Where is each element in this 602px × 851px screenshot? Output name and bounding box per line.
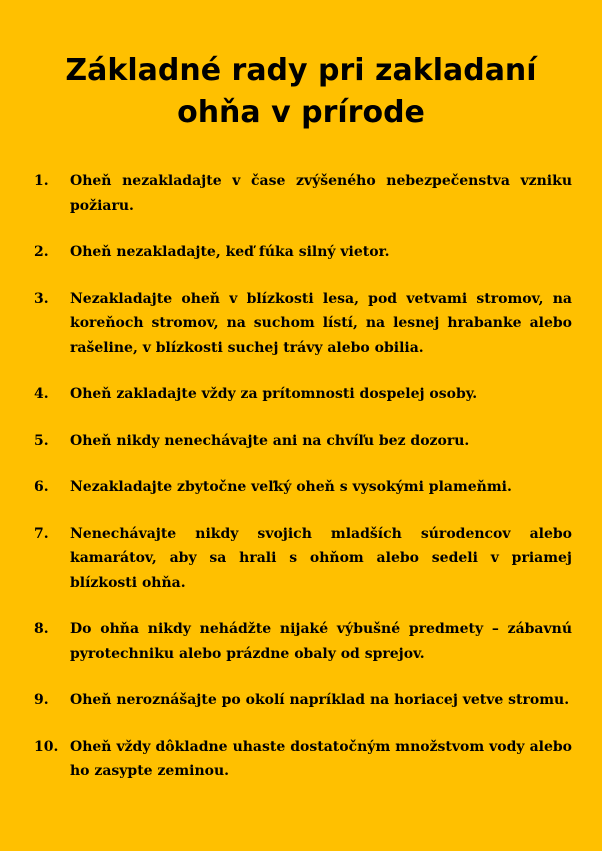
list-item [34, 169, 572, 218]
list-item-number: 6. [34, 479, 49, 495]
list-item [34, 522, 572, 596]
list-item-text: Oheň nezakladajte, keď fúka silný vietor. [70, 244, 390, 260]
list-item-number: 7. [34, 525, 49, 542]
list-item-number: 3. [34, 290, 49, 307]
list-item-text: Nezakladajte zbytočne veľký oheň s vysokými plameňmi. [70, 479, 512, 495]
list-item-text: Oheň nezakladajte v čase zvýšeného nebezpečenstva vzniku požiaru. [70, 173, 572, 214]
list-item [34, 688, 572, 713]
list-item [34, 475, 572, 500]
list-item [34, 240, 572, 265]
list-item [34, 287, 572, 361]
list-item [34, 735, 572, 784]
advice-list [34, 169, 572, 806]
list-item-text: Oheň neroznášajte po okolí napríklad na horiacej vetve stromu. [70, 692, 570, 708]
list-item-number: 4. [34, 386, 49, 402]
title-line-2: ohňa v prírode [177, 95, 425, 130]
list-item-number: 1. [34, 173, 49, 189]
list-item-number: 8. [34, 621, 49, 637]
list-item-text: Nenechávajte nikdy svojich mladších súrodencov alebo kamarátov, aby sa hrali s ohňom alebo sedeli v priamej blízkosti ohňa. [70, 525, 572, 591]
list-item-text: Oheň vždy dôkladne uhaste dostatočným množstvom vody alebo ho zasypte zeminou. [70, 738, 572, 779]
list-item-text: Oheň zakladajte vždy za prítomnosti dospelej osoby. [70, 386, 478, 402]
list-item-number: 2. [34, 244, 49, 260]
page-title [0, 50, 602, 134]
list-item-number: 10. [34, 738, 59, 755]
list-item-number: 9. [34, 692, 49, 708]
list-item-number: 5. [34, 432, 49, 449]
list-item [34, 382, 572, 407]
list-item [34, 429, 572, 454]
list-item [34, 617, 572, 666]
title-line-1: Základné rady pri zakladaní [65, 53, 537, 88]
list-item-text: Oheň nikdy nenechávajte ani na chvíľu bez dozoru. [70, 432, 470, 449]
list-item-text: Do ohňa nikdy nehádžte nijaké výbušné predmety – zábavnú pyrotechniku alebo prázdne obaly od sprejov. [70, 621, 572, 662]
list-item-text: Nezakladajte oheň v blízkosti lesa, pod vetvami stromov, na koreňoch stromov, na suchom lístí, na lesnej hrabanke alebo rašeline, v blízkosti suchej trávy alebo obilia. [70, 290, 572, 356]
